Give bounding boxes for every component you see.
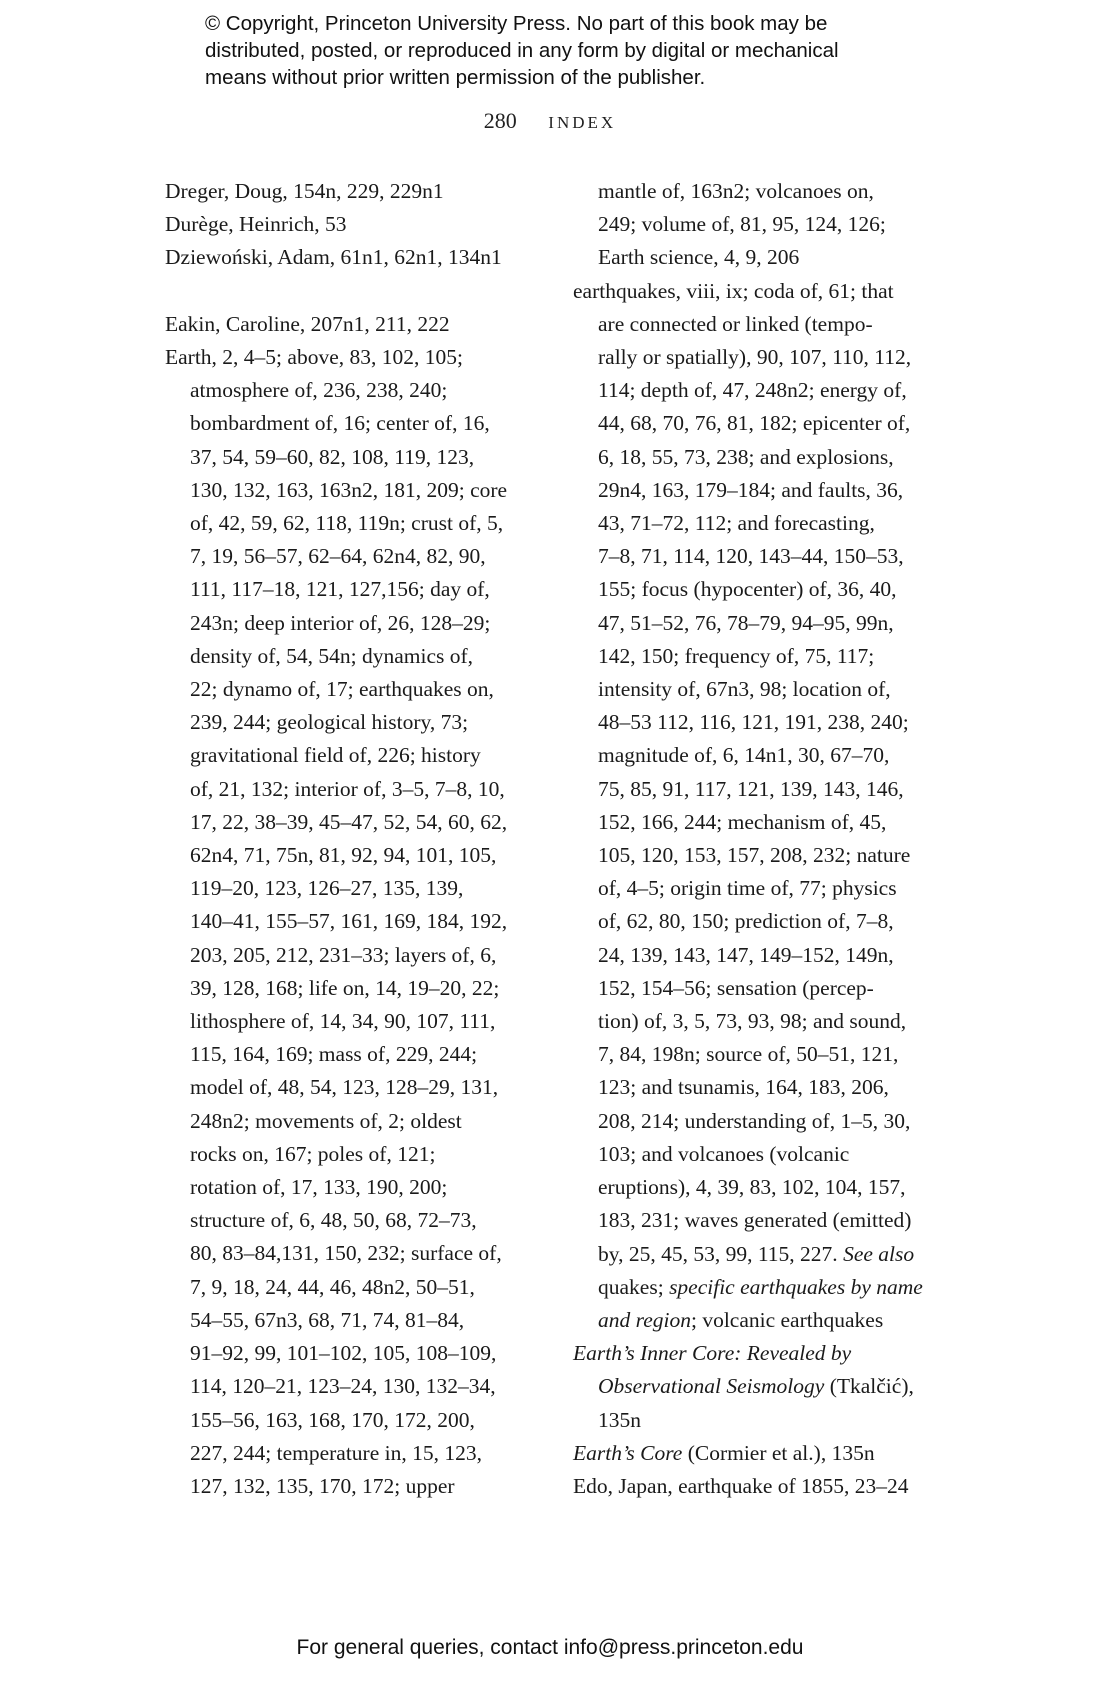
index-line: Eakin, Caroline, 207n1, 211, 222: [165, 311, 450, 336]
index-line: 127, 132, 135, 170, 172; upper: [190, 1473, 455, 1498]
index-line-segment: and region: [598, 1307, 691, 1332]
copyright-line: means without prior written permission of the publisher.: [205, 66, 706, 89]
index-line: intensity of, 67n3, 98; location of,: [598, 677, 891, 702]
index-line: 142, 150; frequency of, 75, 117;: [598, 643, 875, 668]
index-line: lithosphere of, 14, 34, 90, 107, 111,: [190, 1009, 496, 1034]
index-line: 130, 132, 163, 163n2, 181, 209; core: [190, 477, 508, 502]
page-number: 280: [483, 108, 517, 133]
index-line: 29n4, 163, 179–184; and faults, 36,: [598, 477, 904, 502]
index-line: 152, 154–56; sensation (percep-: [598, 975, 874, 1000]
index-line: [573, 1238, 953, 1271]
index-line: density of, 54, 54n; dynamics of,: [190, 643, 474, 668]
index-line: rocks on, 167; poles of, 121;: [190, 1141, 436, 1166]
index-line: 105, 120, 153, 157, 208, 232; nature: [598, 843, 911, 868]
index-line: of, 21, 132; interior of, 3–5, 7–8, 10,: [190, 776, 505, 801]
copyright-line: © Copyright, Princeton University Press. No part of this book may be: [205, 12, 828, 35]
index-line: 62n4, 71, 75n, 81, 92, 94, 101, 105,: [190, 843, 497, 868]
index-line: 203, 205, 212, 231–33; layers of, 6,: [190, 942, 497, 967]
index-line: 208, 214; understanding of, 1–5, 30,: [598, 1108, 911, 1133]
index-line: structure of, 6, 48, 50, 68, 72–73,: [190, 1208, 477, 1233]
index-line: 44, 68, 70, 76, 81, 182; epicenter of,: [598, 411, 911, 436]
index-line: 22; dynamo of, 17; earthquakes on,: [190, 677, 494, 702]
index-line: 37, 54, 59–60, 82, 108, 119, 123,: [190, 444, 475, 469]
index-line: magnitude of, 6, 14n1, 30, 67–70,: [598, 743, 890, 768]
index-line: of, 42, 59, 62, 118, 119n; crust of, 5,: [190, 511, 504, 536]
index-line: 75, 85, 91, 117, 121, 139, 143, 146,: [598, 776, 904, 801]
index-line: 17, 22, 38–39, 45–47, 52, 54, 60, 62,: [190, 809, 508, 834]
index-line: 6, 18, 55, 73, 238; and explosions,: [598, 444, 894, 469]
index-line: Dreger, Doug, 154n, 229, 229n1: [165, 179, 444, 203]
index-line: 239, 244; geological history, 73;: [190, 710, 469, 735]
index-line: 7, 19, 56–57, 62–64, 62n4, 82, 90,: [190, 544, 486, 569]
index-line: 155; focus (hypocenter) of, 36, 40,: [598, 577, 897, 602]
index-line: 91–92, 99, 101–102, 105, 108–109,: [190, 1341, 497, 1366]
index-line: [573, 1337, 953, 1370]
index-line-segment: Observational Seismology: [598, 1374, 825, 1399]
index-line: rotation of, 17, 133, 190, 200;: [190, 1175, 448, 1200]
index-column-left: [165, 175, 545, 1503]
index-line-segment: Earth’s Inner Core: Revealed by: [573, 1341, 852, 1366]
index-line: bombardment of, 16; center of, 16,: [190, 411, 490, 436]
index-line: 227, 244; temperature in, 15, 123,: [190, 1440, 482, 1465]
index-line: Earth, 2, 4–5; above, 83, 102, 105;: [165, 345, 463, 369]
footer-contact: For general queries, contact info@press.princeton.edu: [296, 1636, 804, 1659]
index-line: earthquakes, viii, ix; coda of, 61; that: [573, 278, 894, 303]
index-line: atmosphere of, 236, 238, 240;: [190, 378, 448, 403]
running-head: [0, 108, 1100, 134]
index-line: 48–53 112, 116, 121, 191, 238, 240;: [598, 710, 909, 735]
index-line: [573, 1304, 953, 1337]
index-line: Dziewoński, Adam, 61n1, 62n1, 134n1: [165, 245, 502, 270]
index-line: 140–41, 155–57, 161, 169, 184, 192,: [190, 909, 508, 934]
index-line: [573, 1437, 953, 1470]
index-line-segment: (Tkalčić),: [824, 1374, 914, 1399]
index-line: 152, 166, 244; mechanism of, 45,: [598, 809, 887, 834]
index-line: 43, 71–72, 112; and forecasting,: [598, 511, 875, 536]
index-line: model of, 48, 54, 123, 128–29, 131,: [190, 1075, 499, 1100]
index-line: 248n2; movements of, 2; oldest: [190, 1108, 462, 1133]
index-line: 47, 51–52, 76, 78–79, 94–95, 99n,: [598, 610, 894, 635]
index-line: tion) of, 3, 5, 73, 93, 98; and sound,: [598, 1009, 907, 1034]
index-line: 7, 84, 198n; source of, 50–51, 121,: [598, 1042, 899, 1067]
index-line: 24, 139, 143, 147, 149–152, 149n,: [598, 942, 894, 967]
index-line-segment: (Cormier et al.), 135n: [682, 1440, 875, 1465]
index-line: rally or spatially), 90, 107, 110, 112,: [598, 345, 912, 370]
index-line: [573, 1271, 953, 1304]
index-line: gravitational field of, 226; history: [190, 743, 481, 768]
index-line: 123; and tsunamis, 164, 183, 206,: [598, 1075, 889, 1100]
index-line: Durège, Heinrich, 53: [165, 212, 347, 237]
index-line: [573, 1370, 953, 1403]
index-line-segment: ; volcanic earthquakes: [690, 1307, 884, 1332]
index-line: 243n; deep interior of, 26, 128–29;: [190, 610, 491, 635]
running-head-title: INDEX: [548, 113, 617, 132]
index-line-segment: by, 25, 45, 53, 99, 115, 227.: [598, 1241, 844, 1266]
index-line: 7, 9, 18, 24, 44, 46, 48n2, 50–51,: [190, 1274, 475, 1299]
index-line: 39, 128, 168; life on, 14, 19–20, 22;: [190, 975, 500, 1000]
copyright-line: distributed, posted, or reproduced in any form by digital or mechanical: [205, 39, 839, 62]
index-line: of, 4–5; origin time of, 77; physics: [598, 876, 897, 901]
index-line-segment: See also: [843, 1241, 915, 1266]
index-column-right: [573, 175, 953, 1503]
index-line: eruptions), 4, 39, 83, 102, 104, 157,: [598, 1175, 906, 1200]
index-line-segment: quakes;: [598, 1274, 670, 1299]
index-line: 80, 83–84,131, 150, 232; surface of,: [190, 1241, 502, 1266]
index-line: 249; volume of, 81, 95, 124, 126;: [598, 212, 886, 237]
index-line: Earth science, 4, 9, 206: [598, 245, 800, 270]
index-line: 135n: [598, 1407, 641, 1432]
index-line: 7–8, 71, 114, 120, 143–44, 150–53,: [598, 544, 904, 569]
entry-gap: [165, 275, 545, 308]
index-line-segment: Earth’s Core: [573, 1440, 683, 1465]
index-line: 183, 231; waves generated (emitted): [598, 1208, 912, 1233]
index-line: Edo, Japan, earthquake of 1855, 23–24: [573, 1473, 909, 1498]
index-line: 103; and volcanoes (volcanic: [598, 1141, 850, 1166]
index-line: of, 62, 80, 150; prediction of, 7–8,: [598, 909, 894, 934]
index-line: 111, 117–18, 121, 127,156; day of,: [190, 577, 490, 602]
index-line: are connected or linked (tempo-: [598, 311, 873, 336]
index-line: 54–55, 67n3, 68, 71, 74, 81–84,: [190, 1307, 465, 1332]
index-line: 114, 120–21, 123–24, 130, 132–34,: [190, 1374, 496, 1399]
index-line: 114; depth of, 47, 248n2; energy of,: [598, 378, 907, 403]
index-line: 115, 164, 169; mass of, 229, 244;: [190, 1042, 478, 1067]
index-line: 155–56, 163, 168, 170, 172, 200,: [190, 1407, 475, 1432]
index-line-segment: specific earthquakes by name: [669, 1274, 923, 1299]
copyright-notice: [205, 10, 945, 91]
index-line: 119–20, 123, 126–27, 135, 139,: [190, 876, 464, 901]
index-line: mantle of, 163n2; volcanoes on,: [598, 179, 874, 203]
